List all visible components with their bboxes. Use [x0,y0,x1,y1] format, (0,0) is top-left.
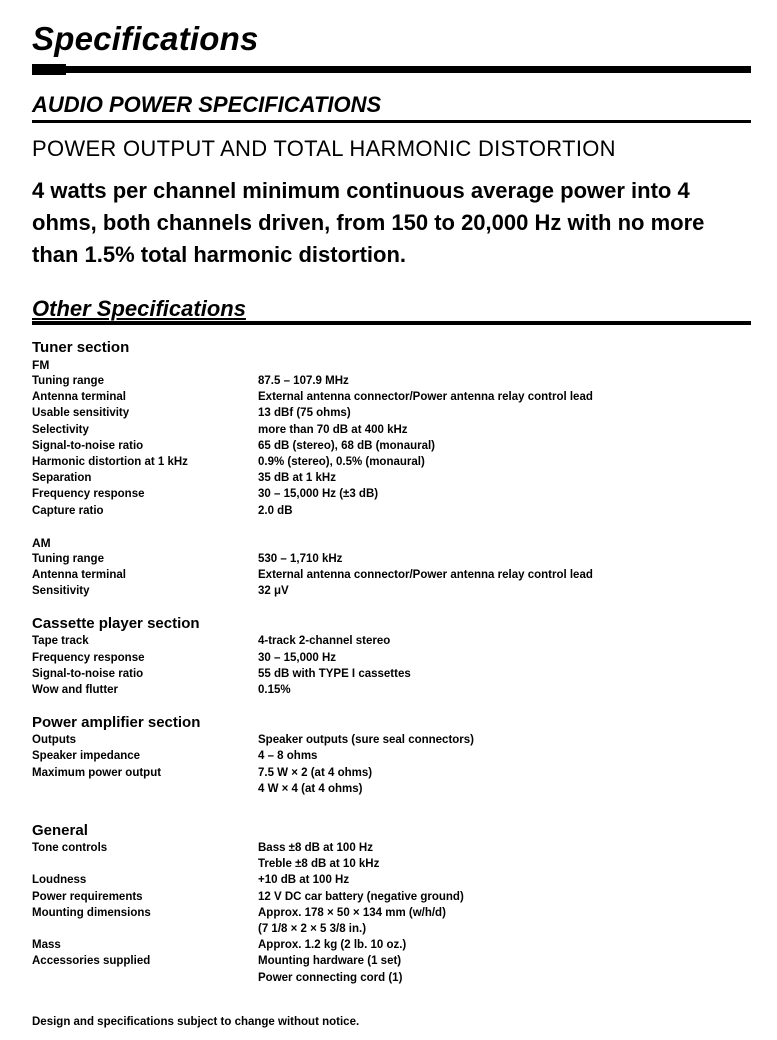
spec-label: Frequency response [32,488,145,501]
spec-value: 4 W × 4 (at 4 ohms) [258,782,363,795]
spec-value: 4 – 8 ohms [258,750,318,763]
spec-row [32,567,752,583]
spec-label [32,781,258,797]
spec-label: Tape track [32,635,89,648]
spec-value: 87.5 – 107.9 MHz [258,375,349,387]
spec-row [32,438,752,454]
spec-value: 0.15% [258,684,291,697]
spec-label: Wow and flutter [32,684,119,697]
cassette-spec-rows [32,633,752,698]
spec-value: 12 V DC car battery (negative ground) [258,890,464,903]
spec-row [32,748,752,764]
page-title: Specifications [32,20,259,57]
spec-label: Frequency response [32,651,145,664]
spec-label: Mounting dimensions [32,906,151,919]
spec-value: External antenna connector/Power antenna relay control lead [258,569,593,582]
spec-row [32,937,752,953]
spec-label: Selectivity [32,423,89,436]
spec-row [32,551,752,567]
spec-row [32,454,752,470]
spec-row [32,856,752,872]
spec-row [32,970,752,986]
spec-value: Approx. 178 × 50 × 134 mm (w/h/d) [258,906,446,919]
spec-value: Mounting hardware (1 set) [258,955,402,968]
spec-label [32,970,258,986]
spec-row [32,765,752,781]
spec-row [32,781,752,797]
spec-label: Maximum power output [32,766,162,779]
spec-value: 4-track 2-channel stereo [258,635,391,648]
fm-label: FM [32,358,50,372]
spec-row [32,470,752,486]
amplifier-section-title: Power amplifier section [32,714,201,732]
spec-label: Loudness [32,874,87,887]
spec-row [32,503,752,519]
spec-value: Approx. 1.2 kg (2 lb. 10 oz.) [258,939,407,952]
power-output-heading: POWER OUTPUT AND TOTAL HARMONIC DISTORTION [32,136,616,161]
spec-label: Speaker impedance [32,750,141,763]
spec-row [32,905,752,921]
amplifier-spec-rows [32,732,752,797]
spec-value: 7.5 W × 2 (at 4 ohms) [258,766,373,779]
spec-label: Signal-to-noise ratio [32,439,144,452]
spec-row [32,486,752,502]
spec-row [32,732,752,748]
spec-label [32,856,258,872]
other-specifications-rule [32,321,751,325]
spec-value: 30 – 15,000 Hz [258,651,337,664]
spec-value: 530 – 1,710 kHz [258,552,343,565]
spec-label: Power requirements [32,890,143,903]
other-specifications-heading: Other Specifications [32,296,246,321]
spec-value: more than 70 dB at 400 kHz [258,423,408,436]
spec-row [32,373,752,389]
cassette-section-title: Cassette player section [32,615,200,633]
title-underline [32,66,751,73]
spec-label [32,921,258,937]
spec-value: External antenna connector/Power antenna relay control lead [258,391,593,404]
spec-label: Tuning range [32,552,104,565]
spec-value: 32 μV [258,585,289,598]
spec-value: Power connecting cord (1) [258,971,403,984]
spec-value: +10 dB at 100 Hz [258,874,350,887]
spec-label: Usable sensitivity [32,407,130,420]
spec-label: Sensitivity [32,585,90,598]
spec-value: 65 dB (stereo), 68 dB (monaural) [258,439,436,452]
specifications-list [32,339,752,986]
spec-label: Tuning range [32,375,104,387]
general-section-title: General [32,822,88,840]
spec-row [32,389,752,405]
general-spec-rows [32,840,752,986]
tuner-section-title: Tuner section [32,339,130,356]
spec-label: Harmonic distortion at 1 kHz [32,456,188,469]
spec-label: Accessories supplied [32,955,151,968]
spec-label: Antenna terminal [32,391,126,404]
spec-row [32,889,752,905]
spec-label: Outputs [32,734,77,747]
spec-row [32,840,752,856]
am-label: AM [32,535,51,550]
spec-label: Mass [32,939,61,952]
title-underline-accent [32,64,66,75]
audio-power-heading: AUDIO POWER SPECIFICATIONS [32,92,382,117]
spec-value: 2.0 dB [258,504,293,517]
spec-row [32,583,752,599]
spec-row [32,650,752,666]
fm-spec-rows [32,373,752,519]
spec-row [32,921,752,937]
spec-value: 35 dB at 1 kHz [258,472,336,485]
spec-value: 0.9% (stereo), 0.5% (monaural) [258,456,425,469]
spec-value: 30 – 15,000 Hz (±3 dB) [258,488,379,501]
spec-row [32,682,752,698]
spec-label: Signal-to-noise ratio [32,667,144,680]
footnote: Design and specifications subject to change without notice. [32,1016,360,1028]
spec-row [32,405,752,421]
spec-label: Tone controls [32,842,108,855]
spec-value: Treble ±8 dB at 10 kHz [258,858,380,871]
spec-label: Capture ratio [32,504,104,517]
power-output-statement: 4 watts per channel minimum continuous average power into 4 ohms, both channels driven, from 150 to 20,000 Hz with no more than 1.5% total harmonic distortion. [32,178,705,267]
spec-row [32,872,752,888]
spec-value: 13 dBf (75 ohms) [258,407,351,420]
spec-row [32,666,752,682]
spec-value: Speaker outputs (sure seal connectors) [258,734,475,747]
spec-row [32,422,752,438]
spec-value: Bass ±8 dB at 100 Hz [258,842,373,855]
spec-label: Antenna terminal [32,569,126,582]
spec-row [32,633,752,649]
am-spec-rows [32,551,752,600]
audio-power-rule [32,120,751,123]
spec-value: 55 dB with TYPE I cassettes [258,667,411,680]
spec-value: (7 1/8 × 2 × 5 3/8 in.) [258,923,367,936]
spec-label: Separation [32,472,92,485]
spec-row [32,953,752,969]
